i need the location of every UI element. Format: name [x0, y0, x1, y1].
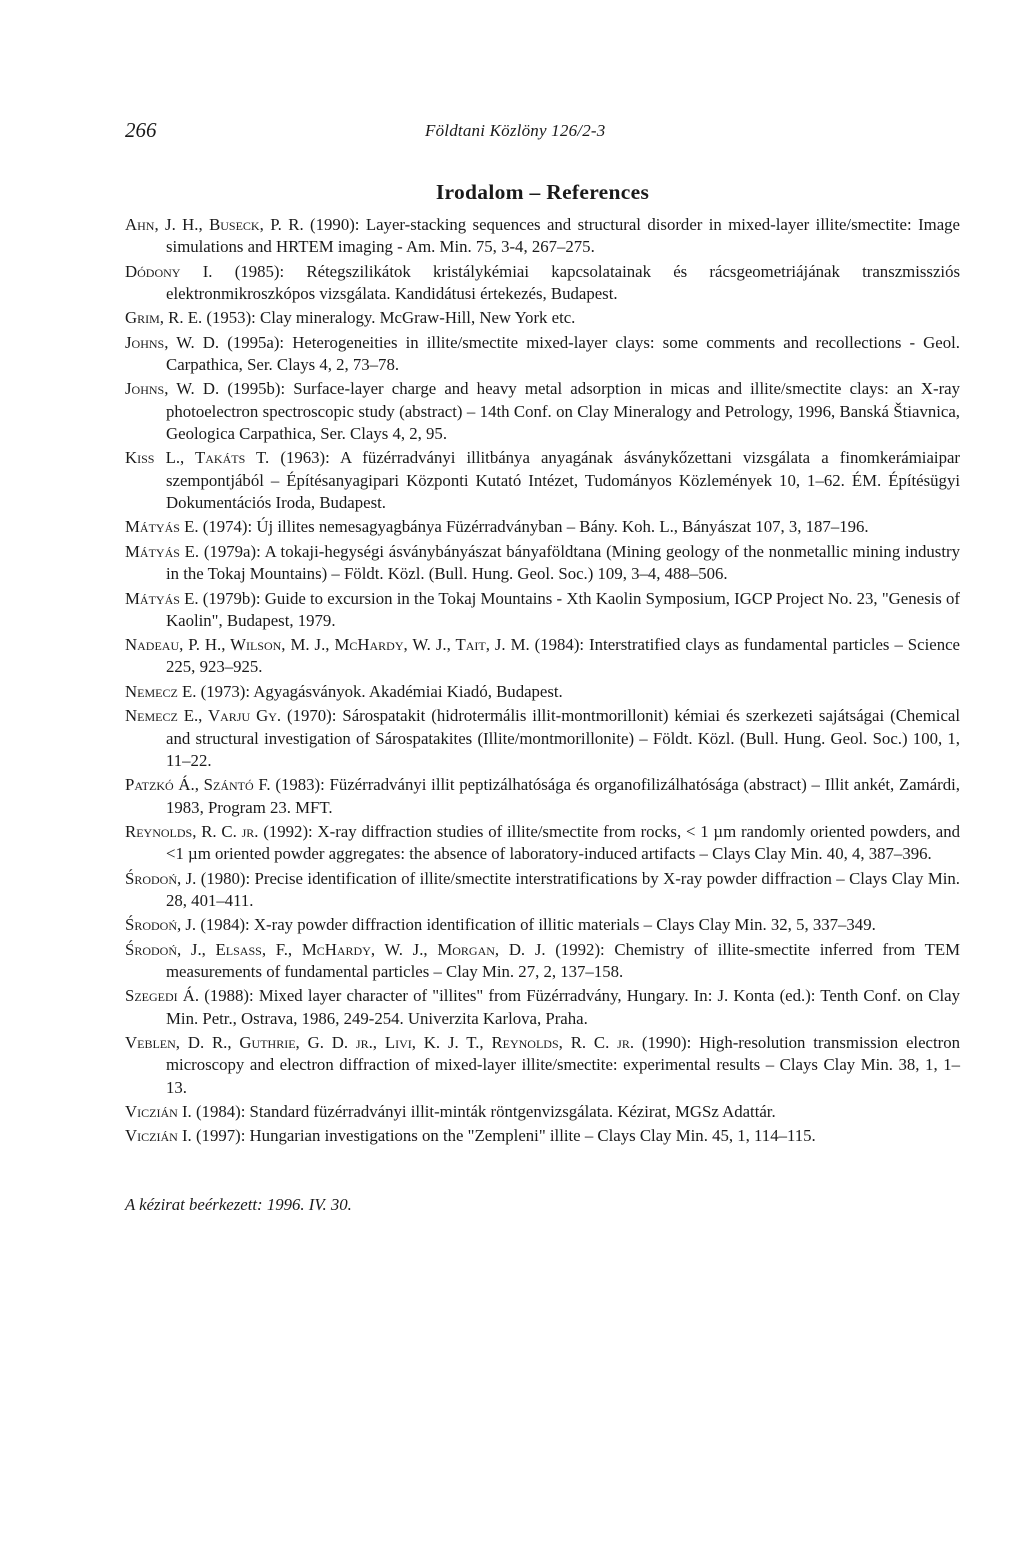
reference-text: (1970): Sárospatakit (hidrotermális illit-montmorillonit) kémiai és szerkezeti sajátságai (Chemical and structural investigation of Sárospatakites (Illite/montmorillonite) – Földt. Közl. (Bull. Hung. Geol. Soc.) 100, 1, 11–22.: [166, 706, 961, 770]
reference-text: (1995b): Surface-layer charge and heavy metal adsorption in micas and illite/smectite clays: an X-ray photoelectron spectroscopic study (abstract) – 14th Conf. on Clay Mineralogy and Petrology, 1996, Banská Štiavnica, Geologica Carpathica, Ser. Clays 4, 2, 95.: [166, 379, 961, 444]
reference-text: (1984): Interstratified clays as fundamental particles – Science 225, 923–925.: [166, 635, 960, 677]
reference-authors: Mátyás E.: [125, 588, 199, 608]
reference-authors: Nadeau, P. H., Wilson, M. J., McHardy, W. J., Tait, J. M.: [125, 635, 530, 655]
reference-authors: Dódony I.: [125, 261, 213, 281]
reference-authors: Johns, W. D.: [125, 379, 220, 399]
reference-item: [125, 821, 960, 866]
reference-item: [125, 681, 960, 703]
reference-item: [125, 261, 960, 306]
reference-authors: Ahn, J. H., Buseck, P. R.: [125, 215, 304, 234]
reference-text: (1992): X-ray diffraction studies of illite/smectite from rocks, < 1 µm randomly oriented powders, and <1 µm oriented powder aggregates: the absence of laboratory-induced artifacts – Clays Clay Min. 40, 4, 387–396.: [166, 821, 960, 864]
reference-text: (1984): Standard füzérradványi illit-minták röntgenvizsgálata. Kézirat, MGSz Adattár.: [191, 1102, 776, 1122]
received-note: A kézirat beérkezett: 1996. IV. 30.: [125, 1195, 352, 1214]
reference-authors: Szegedi Á.: [125, 986, 200, 1006]
reference-text: (1990): High-resolution transmission electron microscopy and electron diffraction of mixed-layer illite/smectite: experimental results – Clays Clay Min. 38, 1, 1–13.: [166, 1033, 960, 1097]
reference-text: (1953): Clay mineralogy. McGraw-Hill, New York etc.: [202, 308, 576, 328]
reference-authors: Patzkó Á., Szántó F.: [125, 775, 271, 795]
reference-item: [125, 378, 960, 445]
reference-item: [125, 1125, 960, 1147]
reference-authors: Johns, W. D.: [125, 332, 220, 352]
section-title: Irodalom – References: [435, 180, 650, 205]
reference-item: [125, 541, 960, 586]
running-head: [125, 118, 960, 144]
reference-item: [125, 1101, 960, 1123]
reference-text: (1984): X-ray powder diffraction identification of illitic materials – Clays Clay Min. 32, 5, 337–349.: [196, 915, 876, 935]
reference-authors: Środoń, J., Elsass, F., McHardy, W. J., Morgan, D. J.: [125, 939, 546, 959]
reference-authors: Mátyás E.: [125, 541, 200, 561]
reference-text: (1997): Hungarian investigations on the "Zempleni" illite – Clays Clay Min. 45, 1, 114–115.: [191, 1126, 816, 1146]
reference-item: [125, 939, 960, 984]
reference-text: (1979a): A tokaji-hegységi ásványbányászat bányaföldtana (Mining geology of the nonmetallic mining industry in the Tokaj Mountains) – Földt. Közl. (Bull. Hung. Geol. Soc.) 109, 3–4, 488–506.: [166, 541, 960, 584]
reference-text: (1974): Új illites nemesagyagbánya Füzérradványban – Bány. Koh. L., Bányászat 107, 3, 187–196.: [198, 517, 869, 537]
reference-authors: Reynolds, R. C. jr.: [125, 821, 259, 841]
reference-text: (1963): A füzérradványi illitbánya anyagának ásványkőzettani vizsgálata a finomkerámiaipar szempontjából – Építésanyagipari Központi Kutató Intézet, Tudományos Közlemények 10, 1–62. ÉM. Építésügyi Dokumentációs Iroda, Budapest.: [166, 448, 960, 513]
reference-authors: Środoń, J.: [125, 868, 197, 888]
reference-list: [125, 214, 960, 1150]
reference-text: (1980): Precise identification of illite/smectite interstratifications by X-ray powder diffraction – Clays Clay Min. 28, 401–411.: [166, 868, 960, 910]
reference-text: (1995a): Heterogeneities in illite/smectite mixed-layer clays: some comments and recollections - Geol. Carpathica, Ser. Clays 4, 2, 73–78.: [166, 332, 960, 375]
reference-text: (1973): Agyagásványok. Akadémiai Kiadó, Budapest.: [196, 681, 563, 701]
reference-authors: Kiss L., Takáts T.: [125, 448, 270, 468]
reference-text: (1992): Chemistry of illite-smectite inferred from TEM measurements of fundamental particles – Clay Min. 27, 2, 137–158.: [166, 939, 960, 981]
reference-item: [125, 634, 960, 679]
reference-authors: Mátyás E.: [125, 517, 199, 537]
reference-item: [125, 307, 960, 329]
reference-item: [125, 588, 960, 633]
reference-item: [125, 985, 960, 1030]
reference-text: (1988): Mixed layer character of "illites" from Füzérradvány, Hungary. In: J. Konta (ed.): Tenth Conf. on Clay Min. Petr., Ostrava, 1986, 249-254. Univerzita Karlova, Praha.: [166, 986, 960, 1028]
reference-item: [125, 1032, 960, 1099]
reference-item: [125, 332, 960, 377]
reference-item: [125, 774, 960, 819]
reference-authors: Grim, R. E.: [125, 308, 203, 328]
reference-item: [125, 516, 960, 538]
reference-item: [125, 868, 960, 913]
reference-text: (1983): Füzérradványi illit peptizálhatósága és organofilizálhatósága (abstract) – Illit ankét, Zamárdi, 1983, Program 23. MFT.: [166, 775, 961, 817]
reference-item: [125, 705, 960, 772]
reference-text: (1990): Layer-stacking sequences and structural disorder in mixed-layer illite/smectite: Image simulations and HRTEM imaging - Am. Min. 75, 3-4, 267–275.: [166, 215, 960, 257]
reference-item: [125, 214, 960, 259]
reference-text: (1985): Rétegszilikátok kristálykémiai kapcsolatainak és rácsgeometriájának transzmissziós elektronmikroszkópos vizsgálata. Kandidátusi értekezés, Budapest.: [166, 261, 960, 303]
reference-authors: Nemecz E.: [125, 681, 197, 701]
reference-text: (1979b): Guide to excursion in the Tokaj Mountains - Xth Kaolin Symposium, IGCP Project No. 23, "Genesis of Kaolin", Budapest, 1979.: [166, 588, 960, 630]
reference-item: [125, 447, 960, 514]
page-number: 266: [125, 118, 157, 142]
reference-authors: Środoń, J.: [125, 915, 197, 935]
journal-name: Földtani Közlöny 126/2-3: [425, 121, 606, 140]
reference-authors: Veblen, D. R., Guthrie, G. D. jr., Livi, K. J. T., Reynolds, R. C. jr.: [125, 1033, 635, 1053]
reference-authors: Viczián I.: [125, 1126, 192, 1146]
reference-authors: Nemecz E., Varju Gy.: [125, 706, 282, 726]
reference-authors: Viczián I.: [125, 1102, 192, 1122]
reference-item: [125, 914, 960, 936]
